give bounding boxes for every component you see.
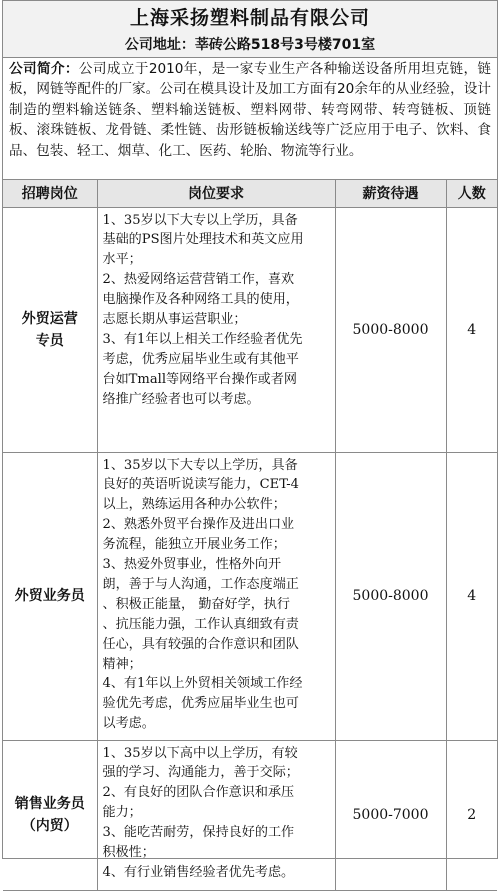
table-row (3, 740, 497, 890)
job-position-line: 外贸运营 (21, 310, 78, 327)
requirement-line: 积极性； (102, 845, 155, 861)
job-position-line: 外贸业务员 (14, 588, 85, 604)
requirement-line: 基础的PS图片处理技术和英文应用 (102, 232, 304, 248)
requirement-line: 能力； (102, 805, 142, 821)
requirement-line: 台如Tmall等网络平台操作或者网 (102, 371, 297, 387)
requirement-line: 验优先考虑，优秀应届毕业生也可 (102, 696, 299, 712)
requirement-line: 朗，善于与人沟通，工作态度端正 (102, 576, 299, 592)
job-position-line: （内贸） (21, 818, 78, 834)
requirement-line: 精神； (102, 656, 142, 672)
intro-label: 公司简介： (9, 61, 79, 77)
recruitment-sheet (2, 0, 498, 880)
requirement-line: 水平； (102, 252, 142, 268)
job-salary: 5000-8000 (335, 207, 446, 452)
requirement-line: 电脑操作及各种网络工具的使用， (102, 292, 299, 308)
job-position (3, 740, 97, 890)
requirement-line: 良好的英语听说读写能力，CET-4 (102, 477, 300, 493)
requirement-line: 任心，具有较强的合作意识和团队 (102, 636, 299, 652)
requirement-line: 2、有良好的团队合作意识和承压 (102, 785, 295, 801)
header-count: 人数 (446, 180, 497, 207)
requirement-line: 1、35岁以下大专以上学历，具备 (102, 457, 298, 473)
job-position (3, 207, 97, 452)
header-requirements: 岗位要求 (97, 180, 335, 207)
requirement-line: 2、热爱网络运营营销工作，喜欢 (102, 272, 295, 288)
table-header-row (3, 180, 497, 207)
requirement-line: 1、35岁以下大专以上学历，具备 (102, 212, 298, 228)
job-requirements (97, 740, 335, 890)
requirement-line: 2、熟悉外贸平台操作及进出口业 (102, 517, 295, 533)
job-position-line: 销售业务员 (14, 796, 85, 812)
requirement-line: 3、热爱外贸事业，性格外向开 (102, 557, 282, 573)
requirement-line: 3、有1年以上相关工作经验者优先 (102, 331, 303, 347)
requirement-line: 考虑，优秀应届毕业生或有其他平 (102, 351, 299, 367)
job-position (3, 452, 97, 740)
requirement-line: 、抗压能力强，工作认真细致有责 (102, 616, 299, 632)
table-row (3, 207, 497, 452)
requirement-line: 强的学习、沟通能力，善于交际； (102, 765, 299, 781)
requirement-line: 以考虑。 (102, 716, 155, 732)
requirement-line: 以上，熟练运用各种办公软件； (102, 497, 286, 513)
address-label: 公司地址： (124, 37, 195, 53)
requirement-line: 志愿长期从事运营职业； (102, 312, 247, 328)
header-position: 招聘岗位 (3, 180, 97, 207)
job-position-line: 专员 (35, 332, 64, 349)
table-row (3, 452, 497, 740)
requirement-line: 4、有行业销售经验者优先考虑。 (102, 864, 295, 880)
requirement-line: 1、35岁以下高中以上学历，有较 (102, 745, 298, 761)
jobs-table (3, 180, 497, 891)
company-title: 上海采扬塑料制品有限公司 (3, 1, 497, 32)
requirement-line: 务流程，能独立开展业务工作； (102, 537, 286, 553)
job-salary: 5000-7000 (335, 740, 446, 890)
address-value: 莘砖公路518号3号楼701室 (194, 37, 376, 53)
intro-text: 公司成立于2010年，是一家专业生产各种输送设备所用坦克链，链板，网链等配件的厂家。公司在模具设计及加工方面有20余年的从业经验，设计制造的塑料输送链条、塑料输送链板、塑料网带、转弯网带、转弯链板、顶链板、滚珠链板、龙骨链、柔性链、齿形链板输送线等广泛应用于电子、饮料、食品、包装、轻工、烟草、化工、医药、轮胎、物流等行业。 (9, 61, 492, 159)
company-address (3, 31, 497, 58)
job-count: 4 (446, 207, 497, 452)
requirement-line: 3、能吃苦耐劳，保持良好的工作 (102, 825, 295, 841)
header-salary: 薪资待遇 (335, 180, 446, 207)
requirement-line: 、积极正能量， 勤奋好学，执行 (102, 596, 290, 612)
job-salary: 5000-8000 (335, 452, 446, 740)
job-requirements (97, 207, 335, 452)
job-count: 2 (446, 740, 497, 890)
requirement-line: 络推广经验者也可以考虑。 (102, 391, 260, 407)
job-count: 4 (446, 452, 497, 740)
company-intro (3, 57, 497, 180)
requirement-line: 4、有1年以上外贸相关领域工作经 (102, 676, 303, 692)
job-requirements (97, 452, 335, 740)
